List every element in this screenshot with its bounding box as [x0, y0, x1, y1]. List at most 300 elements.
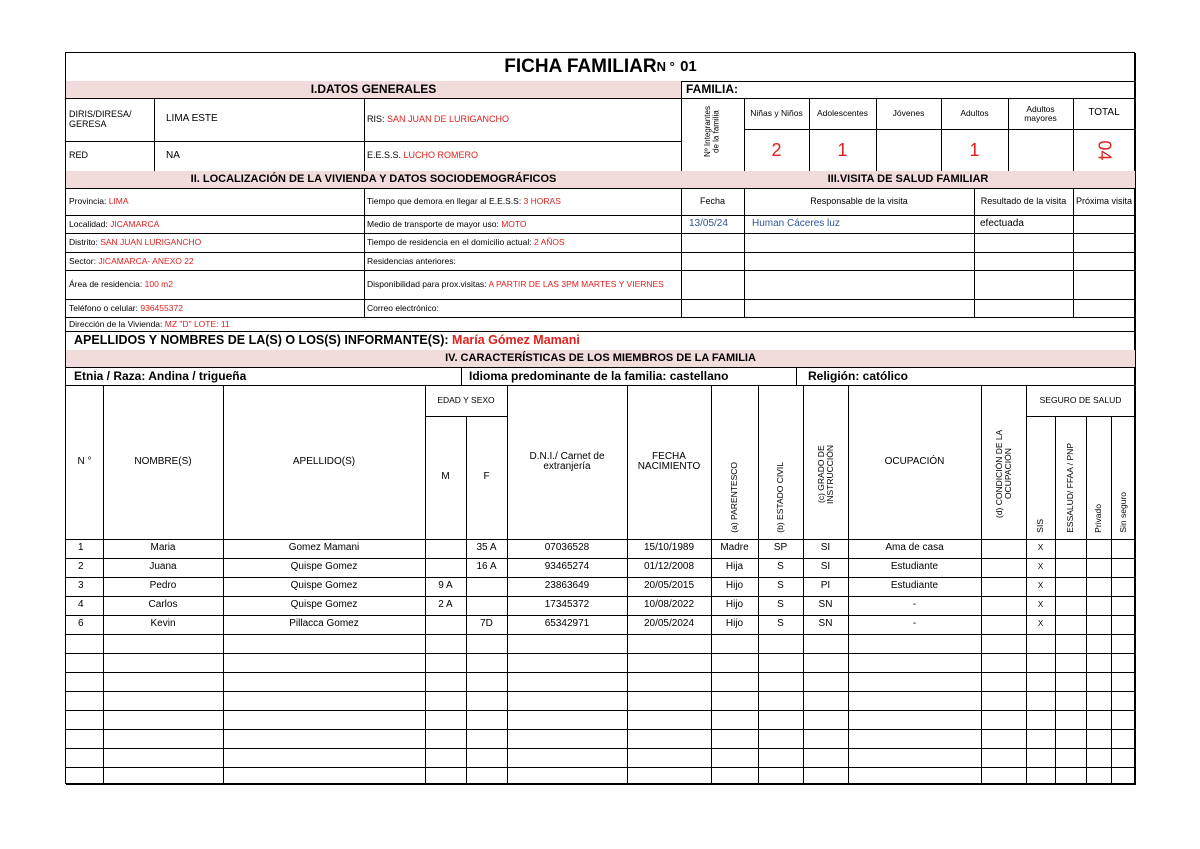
member-cell[interactable] — [425, 558, 467, 578]
member-value: 1 — [78, 542, 84, 554]
member-cell[interactable] — [425, 672, 467, 692]
member-cell[interactable] — [425, 539, 467, 559]
member-cell[interactable] — [66, 596, 104, 616]
member-cell[interactable] — [66, 558, 104, 578]
label: SIS — [1035, 519, 1046, 533]
member-cell[interactable] — [425, 577, 467, 597]
member-cell[interactable] — [711, 691, 759, 711]
col-sis — [1026, 416, 1056, 540]
member-cell[interactable] — [223, 729, 426, 749]
member-cell[interactable] — [1111, 710, 1136, 730]
member-cell[interactable] — [223, 710, 426, 730]
member-cell[interactable] — [981, 767, 1027, 785]
member-value: - — [912, 599, 917, 611]
visita-cell[interactable] — [681, 299, 745, 318]
value: SAN JUAN DE LURIGANCHO — [387, 113, 510, 124]
member-cell[interactable] — [103, 558, 224, 578]
member-cell[interactable] — [1086, 558, 1112, 578]
section-title: II. LOCALIZACIÓN DE LA VIVIENDA Y DATOS SOCIODEMOGRÁFICOS — [190, 172, 557, 185]
visita-header-3 — [1073, 188, 1136, 216]
member-cell[interactable] — [848, 653, 982, 673]
value: María Gómez Mamani — [452, 332, 580, 347]
visita-cell[interactable] — [974, 215, 1074, 234]
member-cell[interactable] — [1055, 653, 1087, 673]
member-cell[interactable] — [466, 596, 508, 616]
member-cell[interactable] — [1086, 767, 1112, 785]
member-cell[interactable] — [66, 672, 104, 692]
member-cell[interactable] — [507, 672, 628, 692]
member-cell[interactable] — [466, 729, 508, 749]
member-cell[interactable] — [627, 577, 712, 597]
member-cell[interactable] — [627, 691, 712, 711]
member-cell[interactable] — [466, 710, 508, 730]
title-suffix: N ° — [656, 59, 675, 75]
member-cell[interactable] — [711, 558, 759, 578]
member-cell[interactable] — [1026, 748, 1056, 768]
member-cell[interactable] — [1026, 634, 1056, 654]
member-cell[interactable] — [66, 577, 104, 597]
member-cell[interactable] — [981, 748, 1027, 768]
label: Distrito: — [69, 237, 98, 248]
member-cell[interactable] — [103, 710, 224, 730]
localizacion-telefono-field — [66, 299, 365, 318]
member-cell[interactable] — [848, 539, 982, 559]
member-cell[interactable] — [848, 558, 982, 578]
member-cell[interactable] — [1111, 767, 1136, 785]
member-cell[interactable] — [627, 767, 712, 785]
member-cell[interactable] — [103, 729, 224, 749]
member-cell[interactable] — [758, 558, 804, 578]
member-cell[interactable] — [627, 729, 712, 749]
visita-cell[interactable] — [744, 270, 975, 300]
member-cell[interactable] — [223, 653, 426, 673]
visita-cell[interactable] — [1073, 233, 1136, 253]
member-cell[interactable] — [1026, 672, 1056, 692]
member-value: 01/12/2008 — [643, 561, 695, 573]
member-cell[interactable] — [223, 539, 426, 559]
member-cell[interactable] — [803, 634, 849, 654]
value: 2 — [771, 139, 782, 160]
member-cell[interactable] — [803, 691, 849, 711]
member-cell[interactable] — [803, 615, 849, 635]
member-cell[interactable] — [627, 672, 712, 692]
member-cell[interactable] — [758, 653, 804, 673]
member-cell[interactable] — [66, 539, 104, 559]
member-cell[interactable] — [981, 539, 1027, 559]
member-cell[interactable] — [758, 539, 804, 559]
label: Dirección de la Vivienda: — [69, 318, 163, 329]
member-cell[interactable] — [1055, 615, 1087, 635]
member-value: SI — [820, 542, 831, 554]
member-cell[interactable] — [758, 729, 804, 749]
label: (b) ESTADO CIVIL — [775, 462, 786, 533]
col-ocupacion — [848, 385, 982, 540]
member-cell[interactable] — [507, 691, 628, 711]
visita-cell[interactable] — [681, 252, 745, 271]
visita-cell[interactable] — [744, 252, 975, 271]
member-cell[interactable] — [466, 615, 508, 635]
member-cell[interactable] — [758, 767, 804, 785]
member-cell[interactable] — [848, 577, 982, 597]
member-cell[interactable] — [507, 729, 628, 749]
member-cell[interactable] — [1055, 710, 1087, 730]
value: 04 — [1094, 139, 1115, 161]
member-cell[interactable] — [627, 558, 712, 578]
col-m — [425, 416, 467, 540]
member-cell[interactable] — [103, 615, 224, 635]
member-cell[interactable] — [758, 748, 804, 768]
member-cell[interactable] — [803, 710, 849, 730]
member-cell[interactable] — [848, 596, 982, 616]
member-cell[interactable] — [507, 577, 628, 597]
member-cell[interactable] — [803, 672, 849, 692]
member-value: Madre — [720, 542, 749, 554]
member-cell[interactable] — [1086, 691, 1112, 711]
member-cell[interactable] — [1111, 672, 1136, 692]
member-cell[interactable] — [103, 539, 224, 559]
section-caracteristicas-header — [66, 350, 1136, 368]
member-cell[interactable] — [1111, 748, 1136, 768]
member-cell[interactable] — [507, 653, 628, 673]
label: RIS: — [367, 113, 385, 124]
member-cell[interactable] — [1111, 691, 1136, 711]
member-cell[interactable] — [848, 691, 982, 711]
member-value: Hijo — [725, 580, 744, 592]
member-cell[interactable] — [466, 634, 508, 654]
label: F — [483, 471, 490, 483]
label: (a) PARENTESCO — [729, 462, 740, 533]
visita-cell[interactable] — [974, 252, 1074, 271]
member-cell[interactable] — [627, 615, 712, 635]
visita-cell[interactable] — [974, 299, 1074, 318]
member-value: Hija — [725, 561, 744, 573]
member-cell[interactable] — [1026, 767, 1056, 785]
member-cell[interactable] — [466, 691, 508, 711]
col-apellidos — [223, 385, 426, 540]
familia-val-0 — [744, 129, 810, 172]
member-cell[interactable] — [425, 615, 467, 635]
member-cell[interactable] — [1111, 634, 1136, 654]
visita-cell[interactable] — [974, 270, 1074, 300]
member-cell[interactable] — [981, 634, 1027, 654]
member-cell[interactable] — [711, 615, 759, 635]
member-cell[interactable] — [981, 596, 1027, 616]
member-cell[interactable] — [848, 634, 982, 654]
title-main: FICHA FAMILIAR — [504, 56, 657, 78]
field-text — [367, 280, 664, 289]
member-cell[interactable] — [103, 577, 224, 597]
visita-header-2 — [974, 188, 1074, 216]
localizacion-anteriores-field — [364, 252, 682, 271]
member-cell[interactable] — [103, 653, 224, 673]
member-cell[interactable] — [848, 710, 982, 730]
member-cell[interactable] — [425, 748, 467, 768]
member-cell[interactable] — [758, 577, 804, 597]
label: (c) GRADO DE INSTRUCCIÓN — [815, 444, 835, 504]
member-cell[interactable] — [711, 748, 759, 768]
member-cell[interactable] — [803, 577, 849, 597]
member-cell[interactable] — [758, 615, 804, 635]
member-cell[interactable] — [711, 767, 759, 785]
member-cell[interactable] — [1055, 558, 1087, 578]
label: FECHA NACIMIENTO — [637, 450, 701, 472]
member-cell[interactable] — [223, 672, 426, 692]
member-cell[interactable] — [466, 653, 508, 673]
member-cell[interactable] — [981, 615, 1027, 635]
visita-cell[interactable] — [744, 299, 975, 318]
label: Adultos — [960, 108, 989, 119]
member-cell[interactable] — [103, 672, 224, 692]
member-cell[interactable] — [223, 691, 426, 711]
member-cell[interactable] — [1111, 653, 1136, 673]
member-cell[interactable] — [981, 558, 1027, 578]
member-cell[interactable] — [223, 558, 426, 578]
member-cell[interactable] — [1026, 615, 1056, 635]
member-cell[interactable] — [627, 710, 712, 730]
member-cell[interactable] — [66, 729, 104, 749]
member-value: Hijo — [725, 618, 744, 630]
member-value: X — [1037, 619, 1044, 629]
member-cell[interactable] — [758, 710, 804, 730]
visita-cell[interactable] — [681, 270, 745, 300]
visita-cell[interactable] — [1073, 299, 1136, 318]
member-cell[interactable] — [627, 596, 712, 616]
member-cell[interactable] — [1055, 539, 1087, 559]
member-cell[interactable] — [466, 767, 508, 785]
label: NOMBRE(S) — [134, 455, 192, 467]
member-cell[interactable] — [758, 672, 804, 692]
member-cell[interactable] — [758, 596, 804, 616]
col-parentesco — [711, 385, 759, 540]
visita-cell[interactable] — [681, 233, 745, 253]
member-cell[interactable] — [1111, 615, 1136, 635]
member-cell[interactable] — [627, 653, 712, 673]
member-cell[interactable] — [66, 615, 104, 635]
member-cell[interactable] — [425, 767, 467, 785]
member-cell[interactable] — [1026, 710, 1056, 730]
member-value: Maria — [150, 542, 176, 554]
col-civil — [758, 385, 804, 540]
member-cell[interactable] — [507, 596, 628, 616]
member-cell[interactable] — [1055, 748, 1087, 768]
member-cell[interactable] — [981, 691, 1027, 711]
member-cell[interactable] — [848, 748, 982, 768]
member-cell[interactable] — [66, 634, 104, 654]
member-cell[interactable] — [1026, 596, 1056, 616]
member-cell[interactable] — [1086, 634, 1112, 654]
member-cell[interactable] — [103, 691, 224, 711]
member-cell[interactable] — [1086, 653, 1112, 673]
member-cell[interactable] — [848, 615, 982, 635]
member-cell[interactable] — [711, 634, 759, 654]
member-cell[interactable] — [507, 710, 628, 730]
member-cell[interactable] — [803, 767, 849, 785]
member-cell[interactable] — [758, 634, 804, 654]
member-cell[interactable] — [223, 767, 426, 785]
label: APELLIDO(S) — [292, 455, 356, 467]
familia-title: FAMILIA: — [686, 82, 738, 97]
member-cell[interactable] — [627, 748, 712, 768]
value: JICAMARCA — [110, 218, 160, 229]
member-cell[interactable] — [803, 596, 849, 616]
member-cell[interactable] — [103, 634, 224, 654]
member-cell[interactable] — [981, 672, 1027, 692]
label: Fecha — [699, 195, 725, 206]
visita-cell[interactable] — [1073, 252, 1136, 271]
member-cell[interactable] — [981, 653, 1027, 673]
informante-field — [66, 331, 1136, 351]
member-cell[interactable] — [981, 577, 1027, 597]
member-value: SP — [773, 542, 788, 554]
member-cell[interactable] — [981, 710, 1027, 730]
member-cell[interactable] — [466, 539, 508, 559]
member-cell[interactable] — [507, 634, 628, 654]
member-cell[interactable] — [711, 653, 759, 673]
member-cell[interactable] — [425, 729, 467, 749]
value: JICAMARCA- ANEXO 22 — [98, 255, 194, 266]
member-cell[interactable] — [848, 672, 982, 692]
member-cell[interactable] — [803, 748, 849, 768]
field-text — [69, 197, 129, 206]
member-cell[interactable] — [1086, 748, 1112, 768]
member-cell[interactable] — [223, 615, 426, 635]
eess-field — [364, 141, 682, 172]
member-cell[interactable] — [848, 729, 982, 749]
member-cell[interactable] — [1086, 729, 1112, 749]
member-cell[interactable] — [1055, 767, 1087, 785]
member-cell[interactable] — [711, 596, 759, 616]
member-cell[interactable] — [1055, 672, 1087, 692]
label: Privado — [1093, 504, 1104, 533]
visita-cell[interactable] — [1073, 215, 1136, 234]
ris-field — [364, 98, 682, 142]
member-value: Pillacca Gomez — [289, 618, 359, 630]
member-cell[interactable] — [1111, 558, 1136, 578]
member-cell[interactable] — [66, 653, 104, 673]
col-f — [466, 416, 508, 540]
red-value — [154, 141, 365, 172]
member-cell[interactable] — [1086, 596, 1112, 616]
member-cell[interactable] — [466, 672, 508, 692]
member-cell[interactable] — [803, 653, 849, 673]
member-cell[interactable] — [66, 767, 104, 785]
member-cell[interactable] — [507, 615, 628, 635]
member-cell[interactable] — [711, 577, 759, 597]
value: Human Cáceres luz — [752, 217, 840, 229]
member-cell[interactable] — [223, 634, 426, 654]
visita-cell[interactable] — [744, 233, 975, 253]
member-cell[interactable] — [223, 577, 426, 597]
field-text — [69, 220, 159, 229]
member-cell[interactable] — [981, 729, 1027, 749]
member-cell[interactable] — [1026, 558, 1056, 578]
visita-cell[interactable] — [974, 233, 1074, 253]
section-title: III.VISITA DE SALUD FAMILIAR — [827, 172, 989, 185]
member-cell[interactable] — [758, 691, 804, 711]
localizacion-distrito-field — [66, 233, 365, 253]
member-cell[interactable] — [103, 767, 224, 785]
member-cell[interactable] — [1111, 577, 1136, 597]
member-cell[interactable] — [803, 539, 849, 559]
member-cell[interactable] — [66, 710, 104, 730]
member-cell[interactable] — [1055, 596, 1087, 616]
member-cell[interactable] — [466, 577, 508, 597]
label: Próxima visita — [1076, 195, 1133, 206]
member-cell[interactable] — [466, 748, 508, 768]
member-value: 2 — [78, 561, 84, 573]
member-value: - — [912, 618, 917, 630]
member-cell[interactable] — [1086, 577, 1112, 597]
member-cell[interactable] — [803, 558, 849, 578]
member-cell[interactable] — [425, 691, 467, 711]
field-text — [367, 238, 565, 247]
member-cell[interactable] — [627, 634, 712, 654]
member-cell[interactable] — [627, 539, 712, 559]
member-cell[interactable] — [1055, 691, 1087, 711]
member-cell[interactable] — [1111, 539, 1136, 559]
member-cell[interactable] — [1086, 615, 1112, 635]
member-cell[interactable] — [1086, 539, 1112, 559]
col-condicion — [981, 385, 1027, 540]
member-cell[interactable] — [425, 653, 467, 673]
visita-cell[interactable] — [744, 215, 975, 234]
member-cell[interactable] — [1026, 539, 1056, 559]
member-cell[interactable] — [848, 767, 982, 785]
member-cell[interactable] — [425, 596, 467, 616]
member-cell[interactable] — [711, 672, 759, 692]
member-cell[interactable] — [66, 691, 104, 711]
label: Localidad: — [69, 218, 108, 229]
member-cell[interactable] — [425, 634, 467, 654]
member-cell[interactable] — [103, 596, 224, 616]
member-cell[interactable] — [223, 596, 426, 616]
member-cell[interactable] — [1055, 634, 1087, 654]
member-cell[interactable] — [1111, 596, 1136, 616]
member-cell[interactable] — [66, 748, 104, 768]
member-cell[interactable] — [711, 729, 759, 749]
familia-col-5 — [1073, 98, 1136, 130]
member-cell[interactable] — [103, 748, 224, 768]
member-cell[interactable] — [1026, 577, 1056, 597]
member-cell[interactable] — [466, 558, 508, 578]
member-cell[interactable] — [803, 729, 849, 749]
familia-val-5 — [1073, 129, 1136, 172]
value: LIMA — [108, 196, 129, 207]
member-cell[interactable] — [1026, 729, 1056, 749]
member-cell[interactable] — [1086, 710, 1112, 730]
section-title: I.DATOS GENERALES — [310, 82, 437, 97]
member-cell[interactable] — [711, 710, 759, 730]
member-cell[interactable] — [425, 710, 467, 730]
member-cell[interactable] — [223, 748, 426, 768]
member-cell[interactable] — [507, 558, 628, 578]
member-cell[interactable] — [507, 767, 628, 785]
member-cell[interactable] — [1055, 729, 1087, 749]
label: TOTAL — [1088, 107, 1120, 119]
member-value: PI — [820, 580, 831, 592]
member-cell[interactable] — [1055, 577, 1087, 597]
member-cell[interactable] — [1111, 729, 1136, 749]
member-cell[interactable] — [507, 539, 628, 559]
member-cell[interactable] — [711, 539, 759, 559]
member-cell[interactable] — [1026, 691, 1056, 711]
member-cell[interactable] — [1026, 653, 1056, 673]
member-cell[interactable] — [507, 748, 628, 768]
visita-cell[interactable] — [1073, 270, 1136, 300]
member-cell[interactable] — [1086, 672, 1112, 692]
visita-cell[interactable] — [681, 215, 745, 234]
member-value: Kevin — [150, 618, 176, 630]
